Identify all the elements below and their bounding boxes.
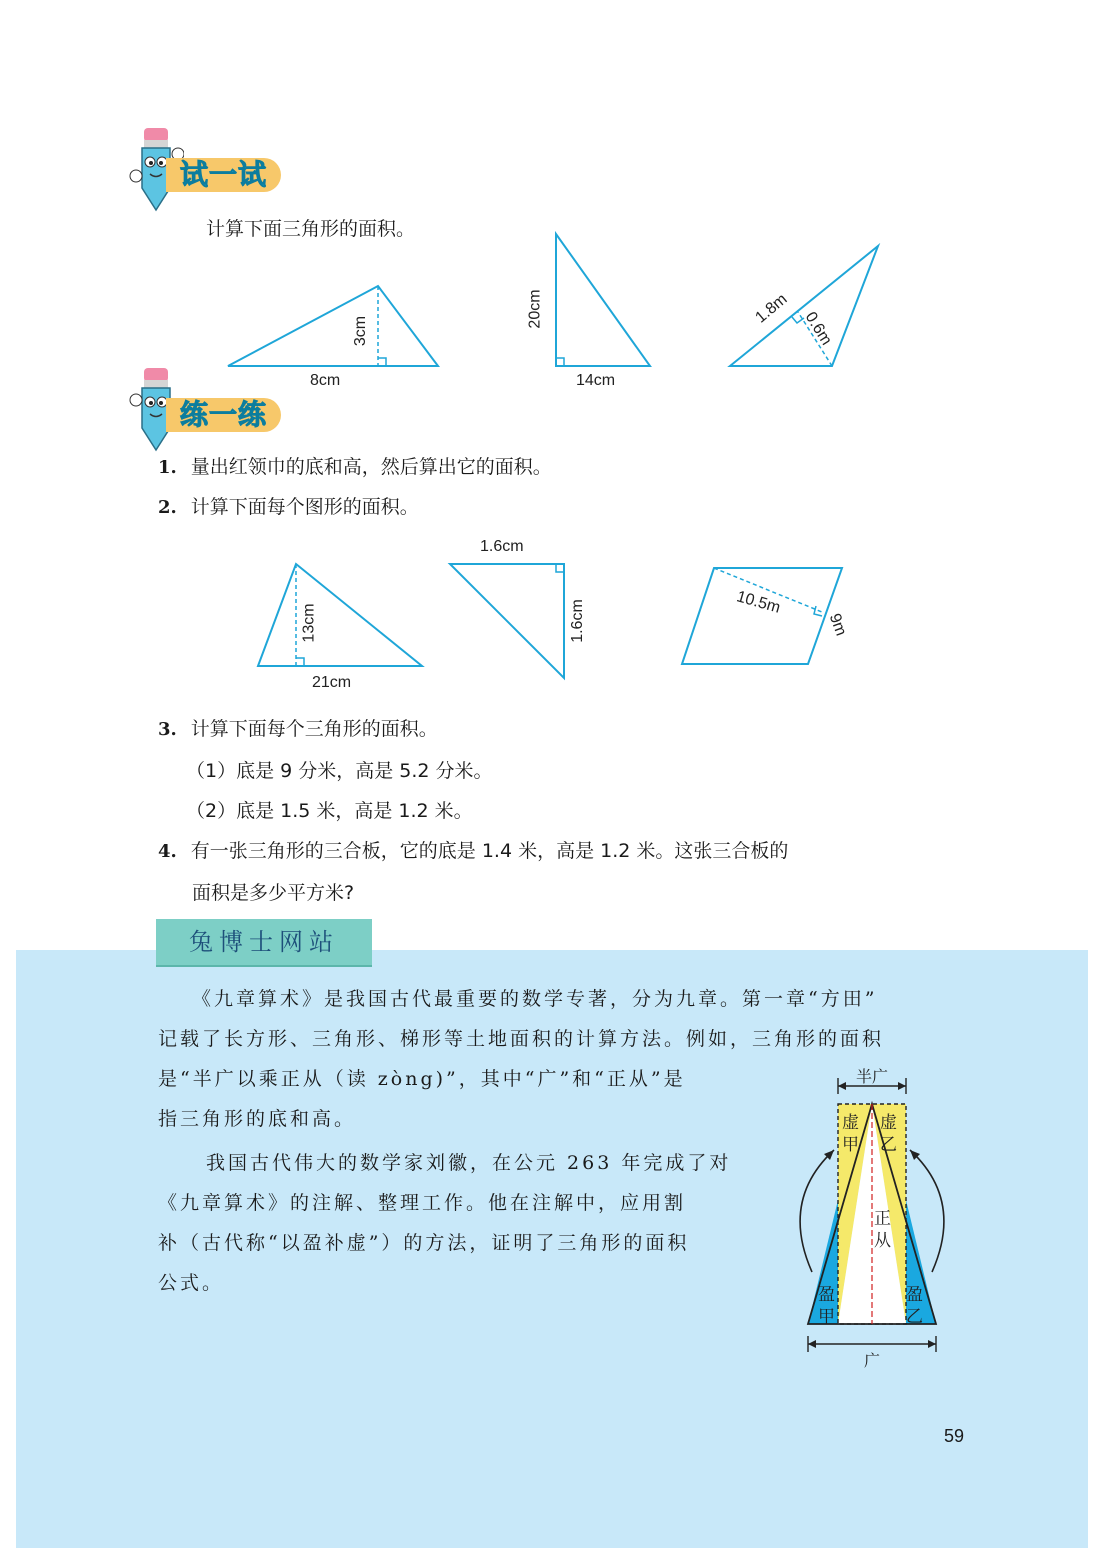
practice-item-2: 2. 计算下面每个图形的面积。 [158, 496, 419, 518]
try-tri2-base-label: 14cm [576, 372, 616, 389]
practice-triangle-b [446, 560, 570, 684]
diagram-bottom-label: 广 [864, 1353, 881, 1370]
try-instruction: 计算下面三角形的面积。 [206, 218, 416, 240]
website-para1-line2: 记载了长方形、三角形、梯形等土地面积的计算方法。例如，三角形的面积 [158, 1028, 885, 1050]
diagram-xu-jia-2: 甲 [842, 1135, 859, 1154]
website-para2-line2: 《九章算术》的注解、整理工作。他在注解中，应用割 [158, 1192, 687, 1214]
try-section-title: 试一试 [166, 158, 281, 192]
try-tri2-height-label: 20cm [526, 289, 544, 329]
try-tri3-base-label: 1.8m [752, 290, 791, 327]
diagram-ying-jia-2: 甲 [818, 1307, 835, 1326]
practice-item-3-sub-1: （1）底是 9 分米，高是 5.2 分米。 [186, 760, 493, 782]
practice-triangle-a [254, 560, 426, 670]
diagram-zheng-2: 从 [874, 1231, 891, 1250]
website-para1-line3: 是“半广以乘正从（读 zòng)”，其中“广”和“正从”是 [158, 1068, 686, 1090]
diagram-xu-yi-1: 虚 [880, 1113, 897, 1132]
diagram-ying-jia-1: 盈 [818, 1285, 835, 1304]
diagram-top-label: 半广 [856, 1069, 889, 1086]
website-para1-line4: 指三角形的底和高。 [158, 1108, 357, 1130]
practice-section-header [128, 388, 288, 434]
try-triangle-2 [550, 228, 656, 372]
try-tri1-base-label: 8cm [310, 372, 341, 389]
liu-hui-diagram [788, 1060, 958, 1380]
fig-b-side-label: 1.6cm [568, 599, 586, 643]
fig-a-base-label: 21cm [312, 674, 352, 691]
practice-item-4-cont: 面积是多少平方米? [192, 882, 355, 904]
website-para2-line1: 我国古代伟大的数学家刘徽，在公元 263 年完成了对 [206, 1152, 732, 1174]
website-para1-line1: 《九章算术》是我国古代最重要的数学专著，分为九章。第一章“方田” [192, 988, 878, 1010]
try-triangle-1 [224, 282, 444, 372]
practice-item-4: 4. 有一张三角形的三合板，它的底是 1.4 米，高是 1.2 米。这张三合板的 [158, 840, 789, 862]
practice-item-3-sub-2: （2）底是 1.5 米，高是 1.2 米。 [186, 800, 473, 822]
try-triangle-3 [726, 240, 886, 370]
diagram-ying-yi-2: 乙 [906, 1307, 923, 1326]
fig-b-top-label: 1.6cm [480, 538, 524, 555]
practice-parallelogram-c [678, 564, 848, 668]
website-title: 兔博士网站 [156, 919, 372, 967]
diagram-ying-yi-1: 盈 [906, 1285, 923, 1304]
try-tri3-height-label: 0.6m [801, 309, 835, 349]
diagram-xu-jia-1: 虚 [842, 1113, 859, 1132]
fig-a-height-label: 13cm [300, 603, 318, 643]
page-number: 59 [944, 1426, 965, 1446]
website-para2-line4: 公式。 [158, 1272, 225, 1294]
try-tri1-height-label: 3cm [352, 315, 370, 347]
practice-item-3: 3. 计算下面每个三角形的面积。 [158, 718, 438, 740]
website-para2-line3: 补（古代称“以盈补虚”）的方法，证明了三角形的面积 [158, 1232, 690, 1254]
fig-c-diag-label: 10.5m [734, 588, 783, 617]
diagram-zheng-1: 正 [874, 1209, 891, 1228]
fig-c-side-label: 9m [825, 611, 850, 639]
practice-section-title: 练一练 [166, 398, 281, 432]
try-section-header [128, 148, 288, 194]
diagram-xu-yi-2: 乙 [880, 1135, 897, 1154]
practice-item-1: 1. 量出红领巾的底和高，然后算出它的面积。 [158, 456, 552, 478]
